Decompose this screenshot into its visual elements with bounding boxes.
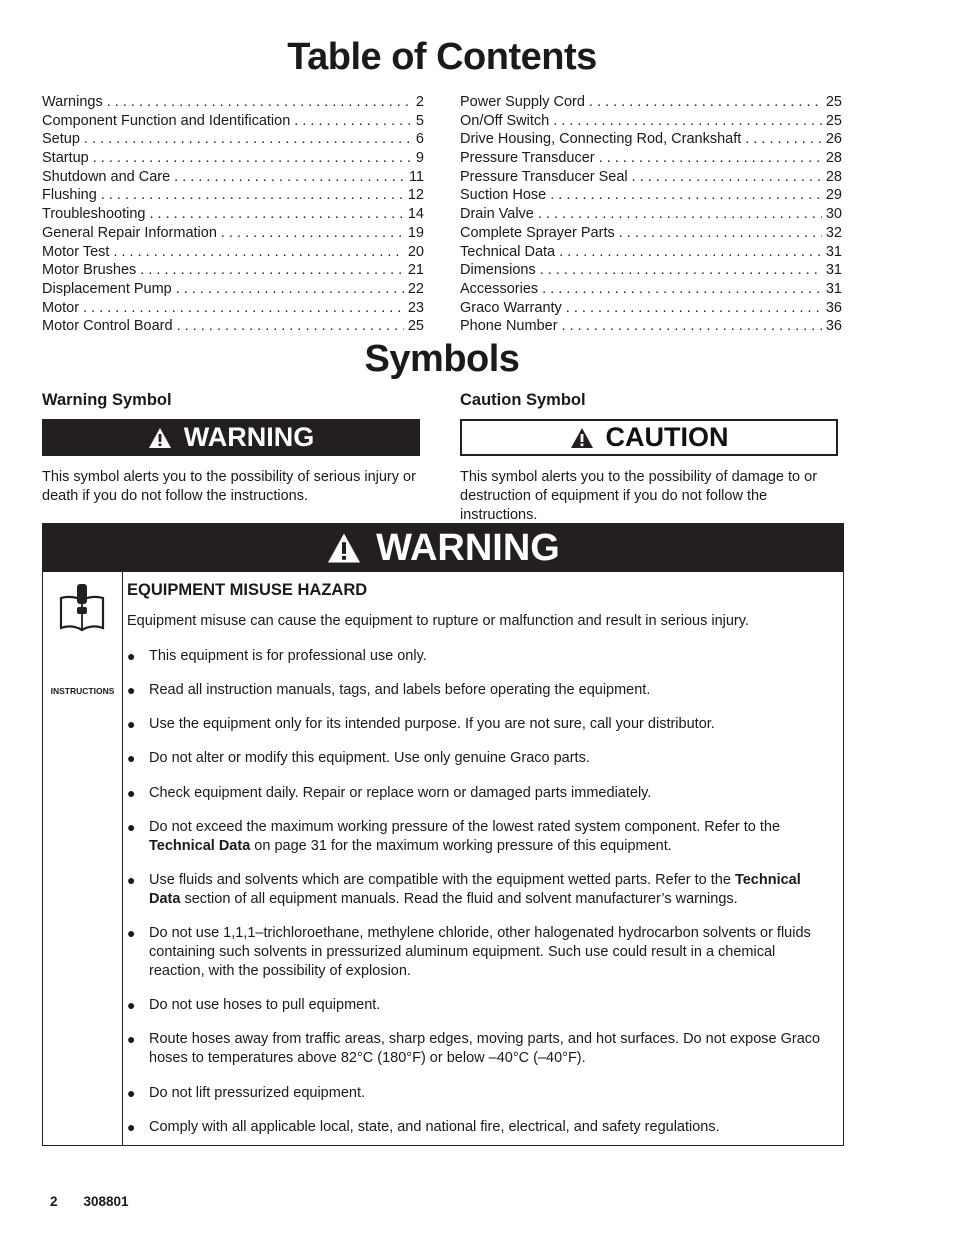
caution-symbol-heading: Caution Symbol: [460, 391, 586, 409]
toc-entry-label: Motor Test: [42, 243, 110, 260]
toc-entry-page: 31: [825, 243, 842, 260]
bullet-dot: ●: [127, 647, 136, 664]
toc-leader-dots: [589, 94, 822, 110]
instructions-book-icon: [57, 584, 107, 634]
toc-entry-label: Motor Control Board: [42, 318, 173, 335]
toc-entry-page: 9: [415, 150, 424, 167]
toc-entry-label: Startup: [42, 150, 89, 167]
hazard-intro: Equipment misuse can cause the equipment to rupture or malfunction and result in serious injury.: [127, 612, 749, 629]
toc-leader-dots: [599, 150, 822, 166]
caution-triangle-icon: [570, 427, 594, 449]
hazard-bullet: [127, 715, 833, 734]
toc-entry[interactable]: [42, 281, 424, 300]
toc-entry-label: Flushing: [42, 187, 97, 204]
warning-symbol-heading: Warning Symbol: [42, 391, 172, 409]
caution-symbol-label: CAUTION: [605, 422, 729, 452]
toc-leader-dots: [566, 300, 822, 316]
toc-entry-page: 28: [825, 168, 842, 185]
toc-entry-page: 28: [825, 150, 842, 167]
hazard-bullet-text: Read all instruction manuals, tags, and labels before operating the equipment.: [149, 681, 651, 698]
hazard-bullet: [127, 1084, 833, 1103]
toc-entry[interactable]: [460, 94, 842, 113]
warning-symbol-description: This symbol alerts you to the possibility of serious injury or death if you do not follow the instructions.: [42, 469, 416, 504]
toc-entry[interactable]: [460, 131, 842, 150]
toc-leader-dots: [149, 206, 403, 222]
warning-triangle-icon: [148, 427, 172, 449]
bullet-dot: ●: [127, 997, 136, 1014]
toc-entry[interactable]: [460, 187, 842, 206]
toc-entry-label: Accessories: [460, 280, 539, 297]
toc-entry-label: Power Supply Cord: [460, 94, 585, 110]
toc-leader-dots: [140, 262, 404, 278]
toc-entry-page: 23: [407, 299, 424, 316]
hazard-bullet: [127, 647, 833, 666]
toc-entry-label: Phone Number: [460, 318, 558, 335]
toc-entry-page: 30: [825, 206, 842, 223]
toc-title: Table of Contents: [287, 36, 597, 78]
symbols-title: Symbols: [364, 338, 520, 380]
toc-entry-page: 22: [407, 280, 424, 297]
toc-entry[interactable]: [42, 318, 424, 337]
toc-leader-dots: [562, 318, 822, 334]
caution-symbol-box: [460, 419, 838, 456]
toc-entry-label: Displacement Pump: [42, 280, 172, 297]
hazard-bullet-text: Use fluids and solvents which are compatible with the equipment wetted parts. Refer to the Technical Data section of all equipment manuals. Read the fluid and solvent manufacturer’s warnings.: [149, 872, 801, 907]
hazard-bullet-text: Comply with all applicable local, state, and national fire, electrical, and safety regulations.: [149, 1118, 720, 1135]
instructions-icon-label: INSTRUCTIONS: [50, 686, 115, 696]
hazard-bullet: [127, 871, 833, 909]
bullet-dot: ●: [127, 1084, 136, 1101]
toc-entry-page: 2: [415, 94, 424, 110]
warning-triangle-icon: [326, 532, 362, 564]
toc-entry[interactable]: [460, 281, 842, 300]
toc-entry-page: 21: [407, 262, 424, 279]
hazard-bullet: [127, 1030, 833, 1068]
page-footer: [50, 1194, 155, 1209]
bullet-dot: ●: [127, 1031, 136, 1048]
toc-entry-page: 20: [407, 243, 424, 260]
toc-entry-label: Graco Warranty: [460, 299, 562, 316]
toc-entry-label: General Repair Information: [42, 224, 217, 241]
hazard-bullet-text: Do not alter or modify this equipment. Use only genuine Graco parts.: [149, 750, 590, 767]
toc-entry[interactable]: [42, 94, 424, 113]
toc-entry[interactable]: [460, 113, 842, 132]
toc-leader-dots: [745, 131, 822, 147]
toc-entry-page: 31: [825, 262, 842, 279]
toc-entry-label: Motor Brushes: [42, 262, 137, 279]
hazard-bullet: [127, 749, 833, 768]
bullet-dot: ●: [127, 872, 136, 889]
hazard-bullet: [127, 784, 833, 803]
warning-panel: [42, 523, 844, 1146]
bullet-dot: ●: [127, 1118, 136, 1135]
hazard-title: EQUIPMENT MISUSE HAZARD: [127, 581, 368, 599]
toc-entry-page: 36: [825, 299, 842, 316]
bullet-dot: ●: [127, 681, 136, 698]
caution-symbol-description: This symbol alerts you to the possibility of damage to or destruction of equipment if you do not follow the instructions.: [460, 469, 818, 523]
toc-entry[interactable]: [42, 244, 424, 263]
toc-entry-page: 26: [825, 131, 842, 148]
hazard-bullet-list: [127, 647, 833, 1137]
hazard-bullet-text: Do not use hoses to pull equipment.: [149, 997, 381, 1014]
toc-entry-label: Complete Sprayer Parts: [460, 224, 615, 241]
toc-entry[interactable]: [42, 131, 424, 150]
toc-entry[interactable]: [460, 169, 842, 188]
bullet-dot: ●: [127, 784, 136, 801]
toc-left-column: [42, 94, 424, 337]
toc-entry[interactable]: [42, 206, 424, 225]
hazard-bullet-text: Do not lift pressurized equipment.: [149, 1084, 365, 1101]
toc-entry[interactable]: [42, 150, 424, 169]
toc-leader-dots: [84, 131, 412, 147]
toc-leader-dots: [559, 244, 822, 260]
toc-entry-page: 31: [825, 280, 842, 297]
toc-entry[interactable]: [460, 206, 842, 225]
toc-entry-page: 11: [408, 168, 424, 185]
toc-entry[interactable]: [460, 262, 842, 281]
toc-entry[interactable]: [42, 187, 424, 206]
toc-leader-dots: [632, 169, 822, 185]
toc-leader-dots: [221, 225, 404, 241]
page-number: 2: [50, 1194, 58, 1209]
bullet-dot: ●: [127, 716, 136, 733]
toc-entry[interactable]: [460, 300, 842, 319]
toc-entry[interactable]: [460, 244, 842, 263]
toc-entry-page: 29: [825, 187, 842, 204]
hazard-bullet: [127, 1118, 833, 1137]
toc-entry-label: Suction Hose: [460, 187, 547, 204]
toc-entry-label: Troubleshooting: [42, 206, 146, 223]
toc-entry-page: 32: [825, 224, 842, 241]
toc-entry-label: Shutdown and Care: [42, 168, 171, 185]
toc-entry[interactable]: [42, 262, 424, 281]
toc-entry-label: Setup: [42, 131, 80, 148]
toc-entry-page: 25: [407, 318, 424, 335]
toc-leader-dots: [176, 281, 404, 297]
toc-leader-dots: [101, 187, 404, 203]
toc-entry-page: 6: [415, 131, 424, 148]
toc-entry-label: Dimensions: [460, 262, 536, 279]
hazard-bullet: [127, 681, 833, 700]
toc-leader-dots: [542, 281, 822, 297]
toc-entry-label: Pressure Transducer Seal: [460, 168, 628, 185]
toc-entry-label: Warnings: [42, 94, 103, 110]
hazard-bullet-text: Do not use 1,1,1–trichloroethane, methylene chloride, other halogenated hydrocarbon solvents or fluids containing such solvents in pressurized aluminum equipment. Such use could result in a chemical reaction, with the possibility of explosion.: [149, 925, 811, 979]
toc-entry-label: Pressure Transducer: [460, 150, 595, 167]
toc-entry-label: Component Function and Identification: [42, 112, 291, 129]
toc-entry[interactable]: [460, 150, 842, 169]
toc-leader-dots: [538, 206, 822, 222]
toc-entry-page: 12: [407, 187, 424, 204]
hazard-bullet: [127, 924, 833, 980]
toc-leader-dots: [93, 150, 412, 166]
toc-entry-label: Motor: [42, 299, 80, 316]
toc-entry[interactable]: [42, 169, 424, 188]
hazard-bullet-text: Do not exceed the maximum working pressure of the lowest rated system component. Refer to the Technical Data on page 31 for the maximum working pressure of this equipment.: [149, 819, 781, 854]
bullet-dot: ●: [127, 819, 136, 836]
toc-leader-dots: [83, 300, 404, 316]
toc-leader-dots: [113, 244, 403, 260]
toc-entry-label: Drive Housing, Connecting Rod, Crankshaft: [460, 131, 742, 148]
toc-leader-dots: [177, 318, 404, 334]
warning-panel-header: [43, 524, 843, 572]
toc-entry-label: Drain Valve: [460, 206, 534, 223]
toc-leader-dots: [174, 169, 405, 185]
hazard-content: [127, 581, 833, 1152]
hazard-bullet-text: Check equipment daily. Repair or replace worn or damaged parts immediately.: [149, 784, 652, 801]
toc-entry[interactable]: [460, 225, 842, 244]
hazard-bullet-text: This equipment is for professional use only.: [149, 647, 427, 664]
toc-entry-page: 25: [825, 112, 842, 129]
toc-entry[interactable]: [42, 225, 424, 244]
toc-leader-dots: [619, 225, 822, 241]
hazard-bullet: [127, 996, 833, 1015]
toc-entry-label: Technical Data: [460, 243, 556, 260]
toc-right-column: [460, 94, 842, 337]
toc-entry-page: 25: [825, 94, 842, 110]
toc-leader-dots: [553, 113, 822, 129]
toc-entry[interactable]: [42, 300, 424, 319]
toc-entry-page: 14: [407, 206, 424, 223]
toc-entry[interactable]: [42, 113, 424, 132]
toc-leader-dots: [294, 113, 412, 129]
toc-leader-dots: [550, 187, 822, 203]
hazard-bullet: [127, 818, 833, 856]
toc-entry-page: 19: [407, 224, 424, 241]
toc-leader-dots: [107, 94, 412, 110]
toc-leader-dots: [540, 262, 822, 278]
warning-panel-title: WARNING: [376, 526, 560, 569]
toc-entry-label: On/Off Switch: [460, 112, 550, 129]
hazard-bullet-text: Route hoses away from traffic areas, sharp edges, moving parts, and hot surfaces. Do not expose Graco hoses to temperatures above 82°C (180°F) or below –40°C (–40°F).: [149, 1031, 821, 1067]
hazard-bullet-text: Use the equipment only for its intended purpose. If you are not sure, call your distributor.: [149, 716, 715, 733]
bullet-dot: ●: [127, 925, 136, 942]
toc-entry-page: 5: [415, 112, 424, 129]
toc-entry[interactable]: [460, 318, 842, 337]
bullet-dot: ●: [127, 750, 136, 767]
hazard-icon-column: [43, 572, 123, 1145]
warning-symbol-label: WARNING: [183, 422, 315, 452]
toc-entry-page: 36: [825, 318, 842, 335]
document-number: 308801: [83, 1194, 129, 1209]
warning-symbol-box: [42, 419, 420, 456]
